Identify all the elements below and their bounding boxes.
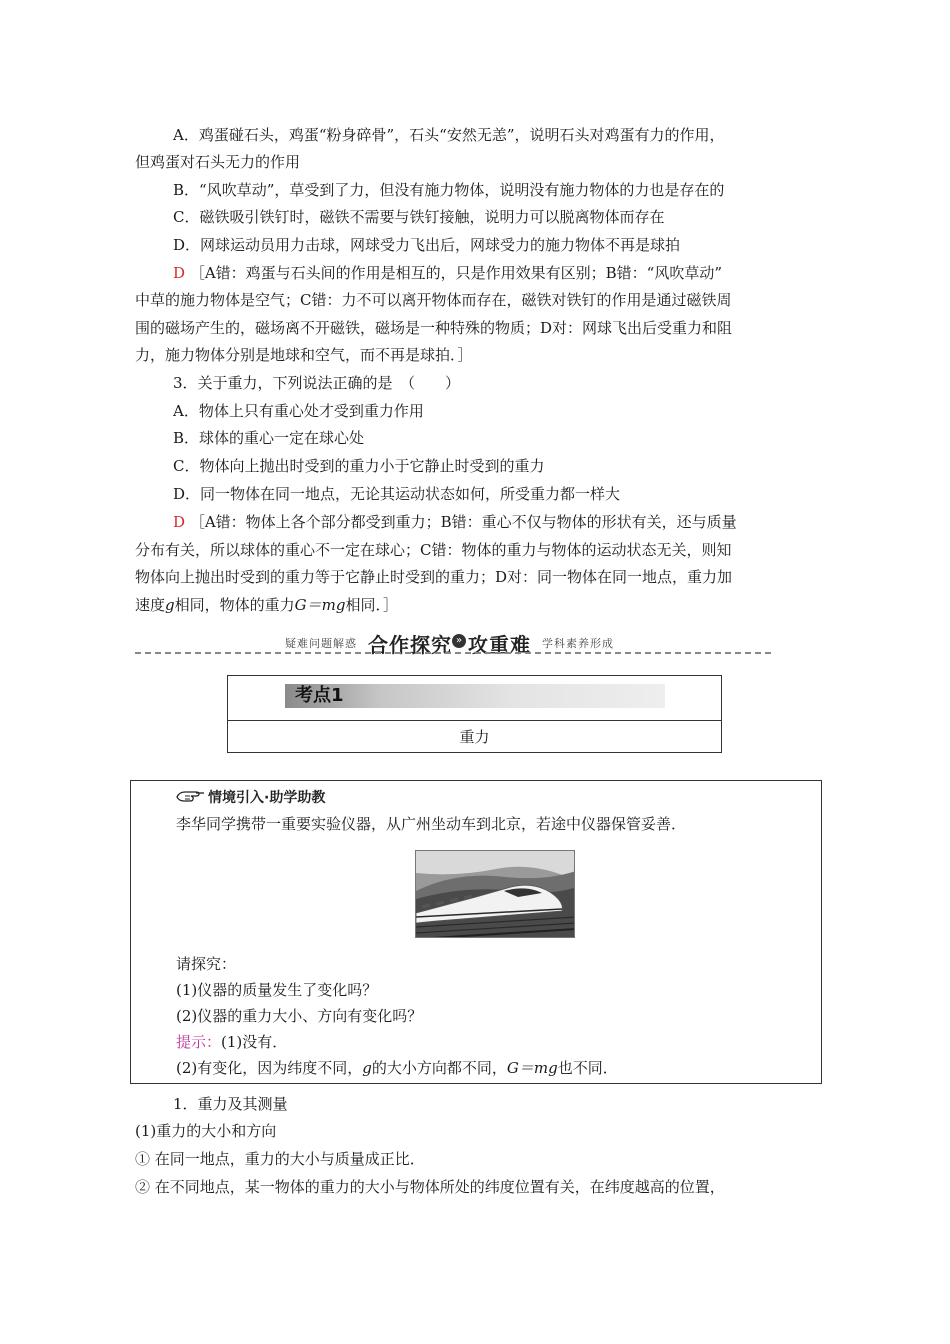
q3-stem: 3．关于重力，下列说法正确的是 （ ）	[173, 374, 461, 392]
banner-left-text: 疑难问题解惑	[285, 637, 357, 650]
kaodian-label: 考点1	[295, 685, 344, 706]
context-header-label: 情境引入·助学助教	[208, 790, 326, 806]
q2-explanation	[173, 263, 722, 283]
context-question-2: (2)仪器的重力大小、方向有变化吗？	[176, 1007, 423, 1025]
high-speed-train-illustration	[416, 851, 575, 938]
q2-option-d: D．网球运动员用力击球，网球受力飞出后，网球受力的施力物体不再是球拍	[173, 236, 681, 254]
point-2: ② 在不同地点，某一物体的重力的大小与物体所处的纬度位置有关，在纬度越高的位置，	[135, 1178, 725, 1196]
q3-option-d: D．同一物体在同一地点，无论其运动状态如何，所受重力都一样大	[173, 485, 621, 503]
banner-dashed-rule	[135, 652, 771, 654]
kaodian-title: 重力	[459, 728, 490, 746]
context-prompt: 请探究：	[176, 955, 237, 973]
context-hint-2: (2)有变化，因为纬度不同，g的大小方向都不同，G＝mg也不同．	[176, 1059, 618, 1077]
banner-main-1: 合作探究	[368, 633, 452, 657]
q2-answer: D	[173, 264, 186, 282]
pointing-hand-icon	[176, 788, 206, 804]
train-image	[415, 850, 575, 938]
banner-main-2: 攻重难	[468, 633, 531, 657]
q3-explain-4: 速度g相同，物体的重力G＝mg相同．］	[135, 596, 398, 614]
section-1-title: 1．重力及其测量	[173, 1095, 288, 1113]
q3-explain-2: 分布有关，所以球体的重心不一定在球心；C错：物体的重力与物体的运动状态无关，则知	[135, 541, 732, 559]
banner-right-text: 学科素养形成	[542, 637, 614, 650]
point-1: ① 在同一地点，重力的大小与质量成正比．	[135, 1150, 425, 1168]
hint-label: 提示：	[176, 1033, 222, 1051]
q3-option-b: B．球体的重心一定在球心处	[173, 429, 365, 447]
section-1a-title: (1)重力的大小和方向	[135, 1122, 277, 1140]
q2-option-b: B．“风吹草动”，草受到了力，但没有施力物体，说明没有施力物体的力也是存在的	[173, 181, 725, 199]
section-banner	[135, 630, 771, 656]
q2-option-c: C．磁铁吸引铁钉时，磁铁不需要与铁钉接触，说明力可以脱离物体而存在	[173, 208, 665, 226]
context-intro: 李华同学携带一重要实验仪器，从广州坐动车到北京，若途中仪器保管妥善．	[176, 815, 687, 833]
kaodian-divider	[228, 720, 721, 721]
q2-explain-1: ［A错：鸡蛋与石头间的作用是相互的，只是作用效果有区别；B错：“风吹草动”	[189, 264, 723, 282]
q3-option-a: A．物体上只有重心处才受到重力作用	[173, 402, 424, 420]
q3-explain-3: 物体向上抛出时受到的重力等于它静止时受到的重力；D对：同一物体在同一地点，重力加	[135, 568, 733, 586]
context-question-1: (1)仪器的质量发生了变化吗？	[176, 981, 378, 999]
q2-explain-4: 力，施力物体分别是地球和空气，而不再是球拍．］	[135, 346, 473, 364]
context-hint-1: 提示：(1)没有．	[176, 1033, 288, 1051]
q3-explain-1: ［A错：物体上各个部分都受到重力；B错：重心不仅与物体的形状有关，还与质量	[189, 513, 737, 531]
q3-option-c: C．物体向上抛出时受到的重力小于它静止时受到的重力	[173, 457, 545, 475]
q2-explain-2: 中草的施力物体是空气；C错：力不可以离开物体而存在，磁铁对铁钉的作用是通过磁铁周	[135, 291, 732, 309]
q3-explanation	[173, 512, 737, 532]
banner-arrow-icon: »	[452, 634, 466, 648]
q2-option-a-cont: 但鸡蛋对石头无力的作用	[135, 153, 301, 171]
q2-explain-3: 围的磁场产生的，磁场离不开磁铁，磁场是一种特殊的物质；D对：网球飞出后受重力和阻	[135, 319, 733, 337]
kaodian-box	[227, 675, 722, 753]
kaodian-tab	[285, 684, 665, 708]
q2-option-a: A．鸡蛋碰石头，鸡蛋“粉身碎骨”，石头“安然无恙”，说明石头对鸡蛋有力的作用，	[173, 126, 725, 144]
q3-answer: D	[173, 513, 186, 531]
